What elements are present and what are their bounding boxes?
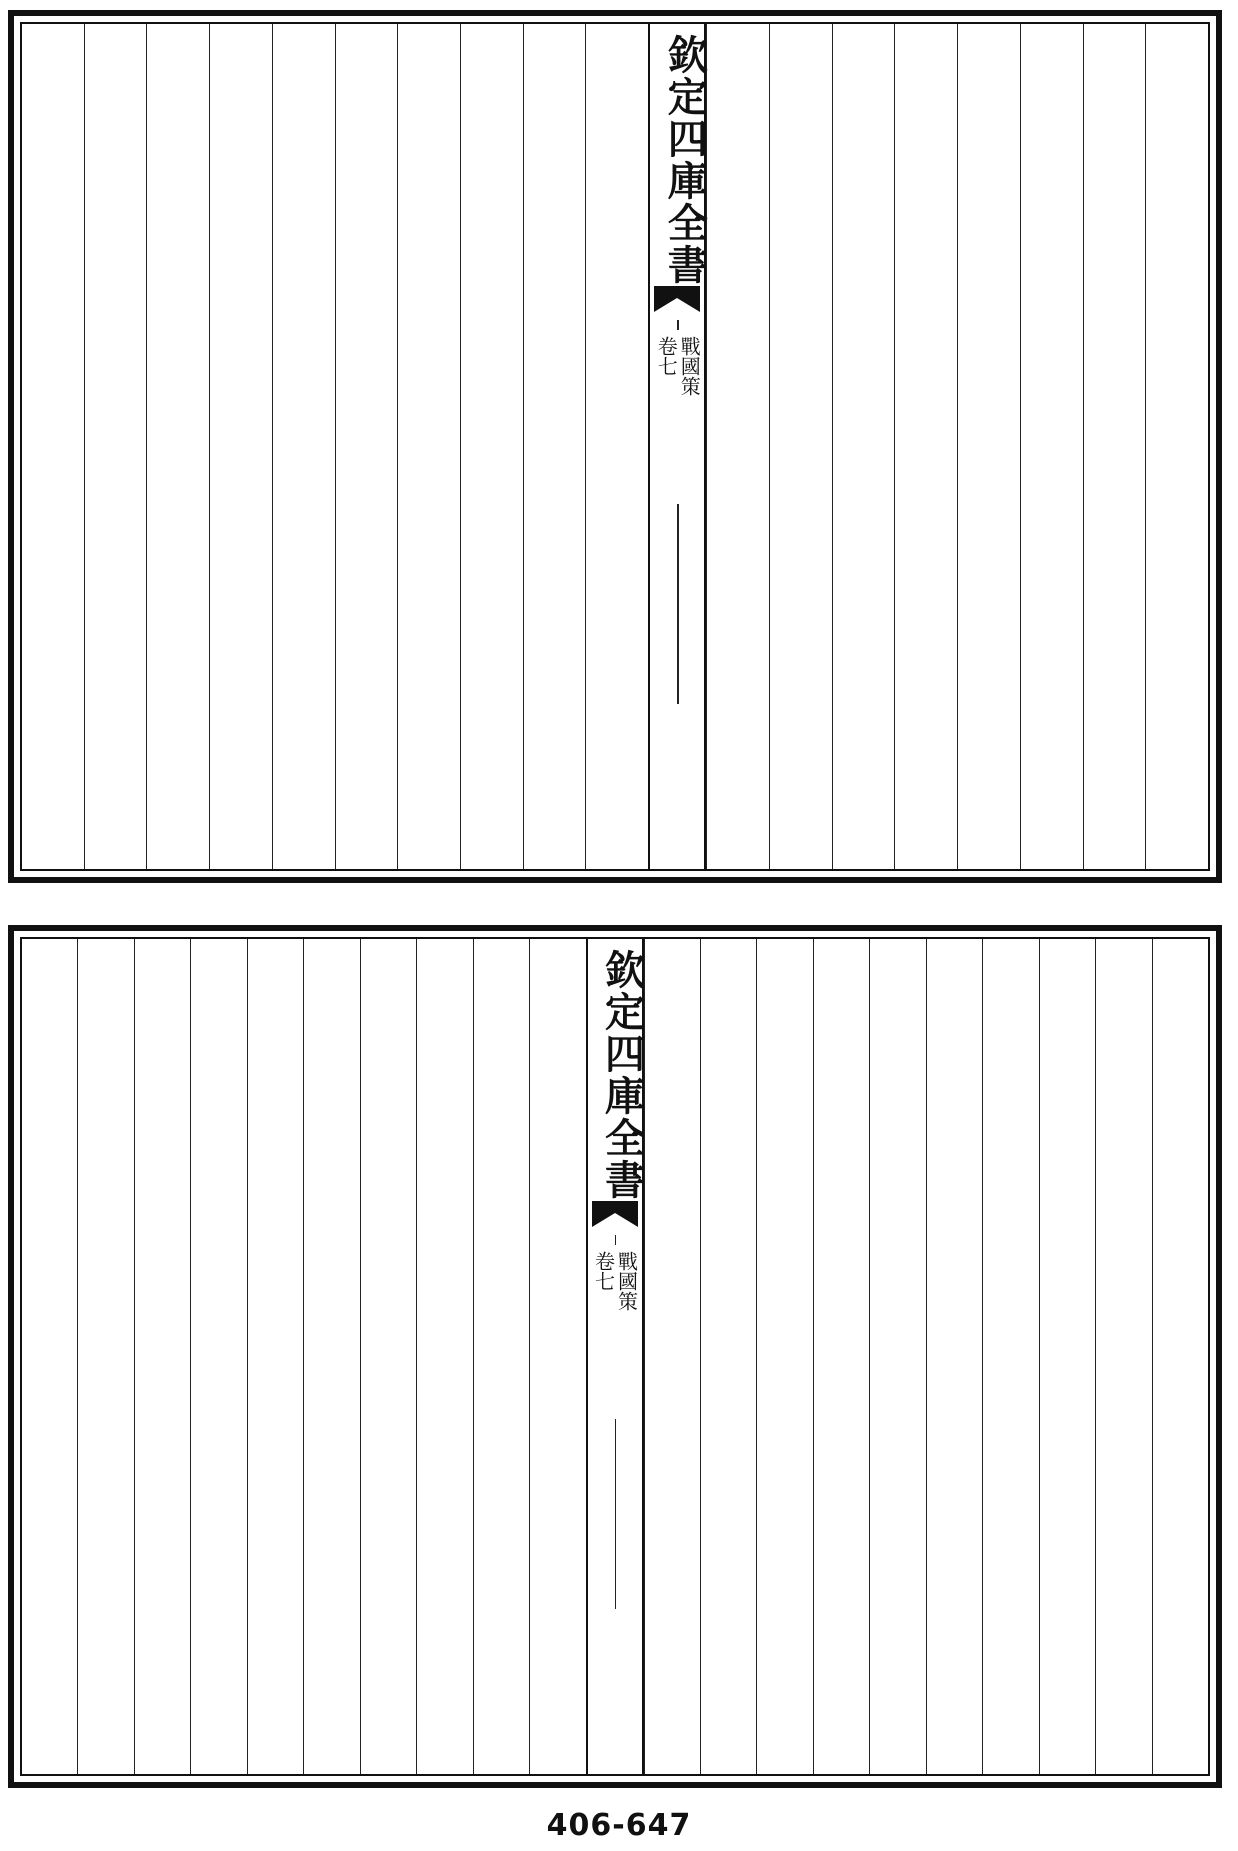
fishtail-mark-icon	[592, 1201, 638, 1227]
text-column	[957, 24, 1020, 869]
top-page	[8, 10, 1222, 883]
page-gutter	[648, 24, 709, 869]
text-column	[190, 939, 246, 1774]
text-column	[813, 939, 869, 1774]
text-column	[360, 939, 416, 1774]
text-column	[22, 939, 77, 1774]
text-column	[134, 939, 190, 1774]
text-column	[473, 939, 529, 1774]
top-page-frame	[20, 22, 1210, 871]
text-column	[869, 939, 925, 1774]
text-column	[146, 24, 209, 869]
work-title: 戰國策	[614, 1251, 639, 1311]
text-column	[585, 24, 648, 869]
text-column	[303, 939, 359, 1774]
text-column	[1095, 939, 1151, 1774]
text-column	[77, 939, 133, 1774]
text-column	[209, 24, 272, 869]
catalog-code: 406-647	[546, 1808, 692, 1843]
text-column	[272, 24, 335, 869]
text-column	[22, 24, 84, 869]
work-title: 戰國策	[677, 336, 702, 396]
gutter-rule	[615, 1235, 617, 1245]
text-column	[84, 24, 147, 869]
text-column	[769, 24, 832, 869]
text-column	[523, 24, 586, 869]
text-column	[1145, 24, 1208, 869]
text-column	[1020, 24, 1083, 869]
bottom-page-frame	[20, 937, 1210, 1776]
bottom-page	[8, 925, 1222, 1788]
text-column	[706, 24, 769, 869]
text-column	[397, 24, 460, 869]
text-column	[335, 24, 398, 869]
section-label	[588, 1251, 642, 1311]
fishtail-mark-icon	[654, 286, 700, 312]
section-label	[650, 336, 704, 396]
page-gutter	[586, 939, 644, 1774]
text-column	[832, 24, 895, 869]
text-column	[926, 939, 982, 1774]
text-column	[529, 939, 585, 1774]
text-column	[460, 24, 523, 869]
gutter-rule	[615, 1419, 617, 1609]
text-column	[1083, 24, 1146, 869]
volume-label: 卷七	[654, 336, 679, 376]
text-column	[700, 939, 756, 1774]
text-column	[247, 939, 303, 1774]
gutter-rule	[677, 504, 679, 704]
text-column	[894, 24, 957, 869]
text-column	[1039, 939, 1095, 1774]
text-column	[982, 939, 1038, 1774]
text-column	[644, 939, 700, 1774]
volume-label: 卷七	[591, 1251, 616, 1291]
book-title: 欽定四庫全書	[661, 34, 709, 286]
gutter-rule	[677, 320, 679, 330]
text-column	[1152, 939, 1208, 1774]
book-title: 欽定四庫全書	[598, 949, 646, 1201]
text-column	[756, 939, 812, 1774]
text-column	[416, 939, 472, 1774]
